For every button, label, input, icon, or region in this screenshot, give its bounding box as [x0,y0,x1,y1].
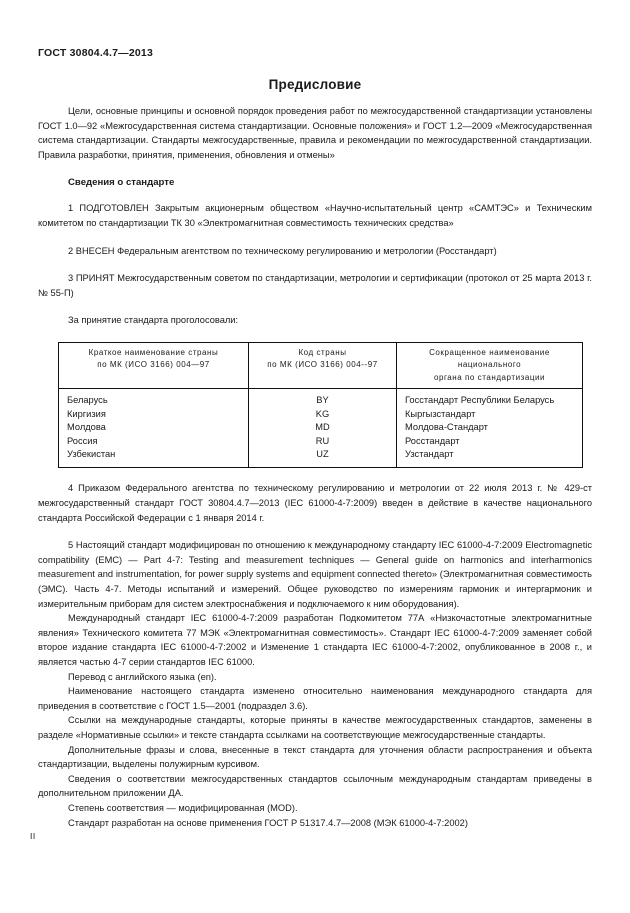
paragraph-name-changed: Наименование настоящего стандарта изменено относительно наименования международного стандарта для приведения в соответствие с ГОСТ 1.5—2001 (подраздел 3.6). [38,686,592,711]
table-cell-code: RU [315,435,330,446]
paragraph-references: Ссылки на международные стандарты, которые приняты в качестве межгосударственных стандартов, заменены в разделе «Нормативные ссылки» и тексте стандарта ссылками на соответствующие межгосударственные стандарты. [38,715,592,740]
table-cell-body: Узстандарт [405,449,454,460]
paragraph-item-3: 3 ПРИНЯТ Межгосударственным советом по стандартизации, метрологии и сертификации (протокол от 25 марта 2013 г. № 55-П) [38,273,592,298]
table-cell-countries [59,389,249,468]
table-cell-country: Молдова [67,422,106,433]
table-cell-body: Росстандарт [405,435,460,446]
table-header-body [397,342,583,389]
page-number: II [30,831,36,841]
paragraph-vote-lead: За принятие стандарта проголосовали: [68,315,239,326]
table-header-code [249,342,397,389]
paragraph-additional-phrases: Дополнительные фразы и слова, внесенные в текст стандарта для уточнения области распространения и объекта стандартизации, выделены полужирным курсивом. [38,744,592,770]
paragraph-item-1: 1 ПОДГОТОВЛЕН Закрытым акционерным обществом «Научно-испытательный центр «САМТЭС» и Техническим комитетом по стандартизации ТК 30 «Электромагнитная совместимость технических средства» [38,203,592,228]
document-standard-code: ГОСТ 30804.4.7—2013 [38,47,154,59]
country-table-wrapper [58,342,582,469]
table-cell-bodies [397,389,583,468]
table-cell-body: Кыргызстандарт [405,408,476,419]
table-cell-code: UZ [316,449,329,460]
table-header-code-line1: Код страны [298,347,347,357]
paragraph-translation: Перевод с английского языка (en). [68,671,217,682]
section-heading-about-standard: Сведения о стандарте [68,177,175,189]
table-cell-codes [249,389,397,468]
table-cell-code: MD [315,422,330,433]
table-cell-country: Киргизия [67,408,106,419]
table-cell-body: Госстандарт Республики Беларусь [405,395,555,406]
table-header-body-line1: Сокращенное наименование национального [429,347,550,370]
paragraph-intro: Цели, основные принципы и основной порядок проведения работ по межгосударственной стандартизации установлены ГОСТ 1.0—92 «Межгосударственная система стандартизации. Основные положения» и ГОСТ 1.2—2009 «Межгосударственная система стандартизации. Стандарты межгосударственные, правила и рекомендации по межгосударственной стандартизации. Правила разработки, принятия, применения, обновления и отмены» [38,106,592,160]
table-cell-body: Молдова-Стандарт [405,422,488,433]
table-header-row [59,342,583,389]
table-header-country-line2: по МК (ИСО 3166) 004—97 [97,360,210,370]
paragraph-conformity-degree: Степень соответствия — модифицированная (MOD). [68,802,298,813]
table-cell-code: KG [315,408,330,419]
paragraph-conformity-info: Сведения о соответствии межгосударственных стандартов ссылочным международным стандартам приведены в дополнительном приложении ДА. [38,773,592,799]
table-header-body-line2: органа по стандартизации [434,372,545,382]
table-cell-code: BY [316,395,329,406]
table-header-country-line1: Краткое наименование страны [88,347,219,357]
document-body [38,104,592,830]
table-row [59,389,583,468]
table-header-code-line2: по МК (ИСО 3166) 004--97 [267,360,378,370]
country-table [58,342,583,469]
paragraph-international-standard: Международный стандарт IEC 61000-4-7:2009 разработан Подкомитетом 77А «Низкочастотные электромагнитные явления» Технического комитета 77 МЭК «Электромагнитная совместимость». Стандарт IEC 61000-4-7:2009 заменяет собой второе издание стандарта IEC 61000-4-7:2002 и Изменение 1 стандарта IEC 61000-4-7:2002, опубликованное в 2008 г., и является частью 4-7 серии стандартов IEC 61000. [38,613,592,667]
table-cell-country: Россия [67,435,98,446]
table-header-country [59,342,249,389]
table-cell-country: Беларусь [67,395,108,406]
page-title: Предисловие [268,77,362,92]
paragraph-item-5: 5 Настоящий стандарт модифицирован по отношению к международному стандарту IEC 61000-4-7:2009 Electromagnetic compatibility (EMC) — Part 4-7: Testing and measurement techniques — General guide on harmonics and interharmonics measurement and instrumentation, for power supply systems and equipment connected thereto» (Электромагнитная совместимость (ЭМС). Часть 4-7. Методы испытаний и измерений. Общее руководство по измерениям гармоник и интергармоник и измерительным приборам для систем электроснабжения и подключаемого к ним оборудования). [38,540,592,609]
paragraph-item-2: 2 ВНЕСЕН Федеральным агентством по техническому регулированию и метрологии (Росстандарт) [68,245,497,256]
table-cell-country: Узбекистан [67,449,116,460]
paragraph-basis-standard: Стандарт разработан на основе применения ГОСТ Р 51317.4.7—2008 (МЭК 61000-4-7:2002) [68,817,468,828]
paragraph-item-4: 4 Приказом Федерального агентства по техническому регулированию и метрологии от 22 июля 2013 г. № 429-ст межгосударственный стандарт ГОСТ 30804.4.7—2013 (IEC 61000-4-7:2009) введен в действие в качестве национального стандарта Российской Федерации с 1 января 2014 г. [38,483,592,523]
